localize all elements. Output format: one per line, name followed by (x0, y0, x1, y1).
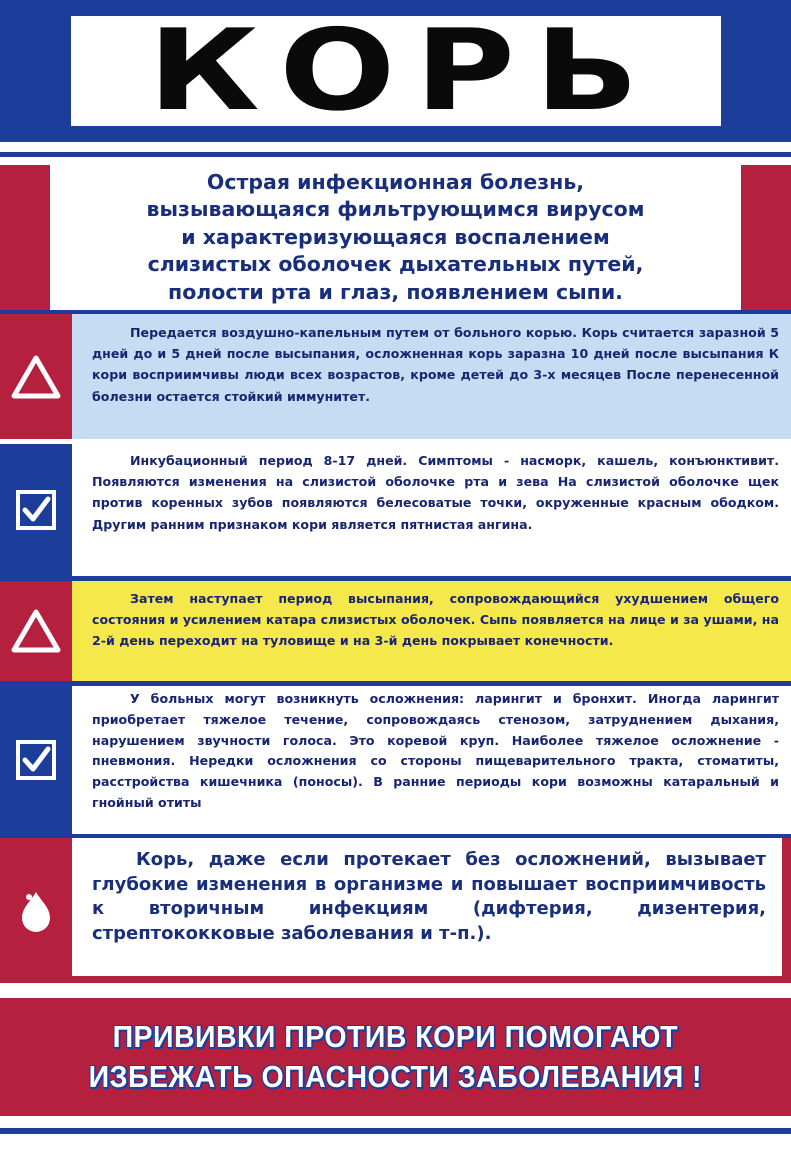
poster-title: КОРЬ (148, 6, 659, 136)
divider (0, 983, 791, 998)
rash-panel: Затем наступает период высыпания, сопровождающийся ухудшением общего состояния и усилением катара слизистых оболочек. Сыпь появляется на лице и за ушами, на 2-й день переходит на туловище и на 3-й день покрывает конечности. (72, 581, 791, 681)
intro-line: полости рта и глаз, появлением сыпи. (168, 279, 623, 304)
check-icon (16, 740, 56, 780)
section-icon-cell (0, 314, 72, 439)
section-icon-cell (0, 581, 72, 681)
intro-text (147, 169, 645, 307)
intro-row (0, 165, 791, 310)
intro-line: и характеризующаяся воспалением (181, 224, 610, 249)
transmission-panel: Передается воздушно-капельным путем от больного корью. Корь считается заразной 5 дней до и 5 дней после высыпания, осложненная корь заразна 10 дней после высыпания К кори восприимчивы люди всех возрастов, кроме детей до 3-х месяцев После перенесенной болезни остается стойкий иммунитет. (72, 314, 791, 439)
drop-icon (18, 888, 54, 934)
warning-panel: Корь, даже если протекает без осложнений, вызывает глубокие изменения в организме и повышает восприимчивость к вторичным инфекциям (дифтерия, дизентерия, стрептококковые заболевания и т-п.). (72, 838, 782, 976)
header-banner (0, 0, 791, 142)
warning-frame (72, 838, 791, 983)
right-red-bar (741, 165, 791, 310)
divider (0, 1116, 791, 1128)
divider (0, 1134, 791, 1150)
check-icon (16, 490, 56, 530)
title-box (71, 6, 721, 136)
footer-line-1: ПРИВИВКИ ПРОТИВ КОРИ ПОМОГАЮТ (112, 1019, 679, 1054)
intro-panel (50, 165, 741, 310)
footer-line-2: ИЗБЕЖАТЬ ОПАСНОСТИ ЗАБОЛЕВАНИЯ ! (88, 1059, 703, 1094)
divider (0, 157, 791, 165)
footer-banner (0, 998, 791, 1116)
divider (0, 142, 791, 152)
intro-line: Острая инфекционная болезнь, (206, 169, 585, 194)
incubation-panel: Инкубационный период 8-17 дней. Симптомы - насморк, кашель, конъюнктивит. Появляются изменения на слизистой оболочке рта и зева На слизистой оболочке щек против коренных зубов появляются белесоватые точки, окруженные красным ободком. Другим ранним признаком кори является пятнистая ангина. (72, 444, 791, 576)
triangle-icon (11, 354, 61, 400)
section-icon-cell (0, 686, 72, 834)
intro-line: слизистых оболочек дыхательных путей, (147, 252, 644, 277)
triangle-icon (11, 608, 61, 654)
section-icon-cell (0, 838, 72, 983)
section-icon-cell (0, 444, 72, 576)
complications-panel: У больных могут возникнуть осложнения: ларингит и бронхит. Иногда ларингит приобретает тяжелое течение, сопровождаясь стенозом, затруднением дыхания, нарушением звучности голоса. Это коревой круп. Наиболее тяжелое осложнение - пневмония. Нередки осложнения со стороны пищеварительного тракта, стоматиты, расстройства кишечника (поносы). В ранние периоды кори возможны катаральный и гнойный отиты (72, 686, 791, 834)
intro-line: вызывающаяся фильтрующимся вирусом (146, 197, 645, 222)
left-red-bar (0, 165, 50, 310)
